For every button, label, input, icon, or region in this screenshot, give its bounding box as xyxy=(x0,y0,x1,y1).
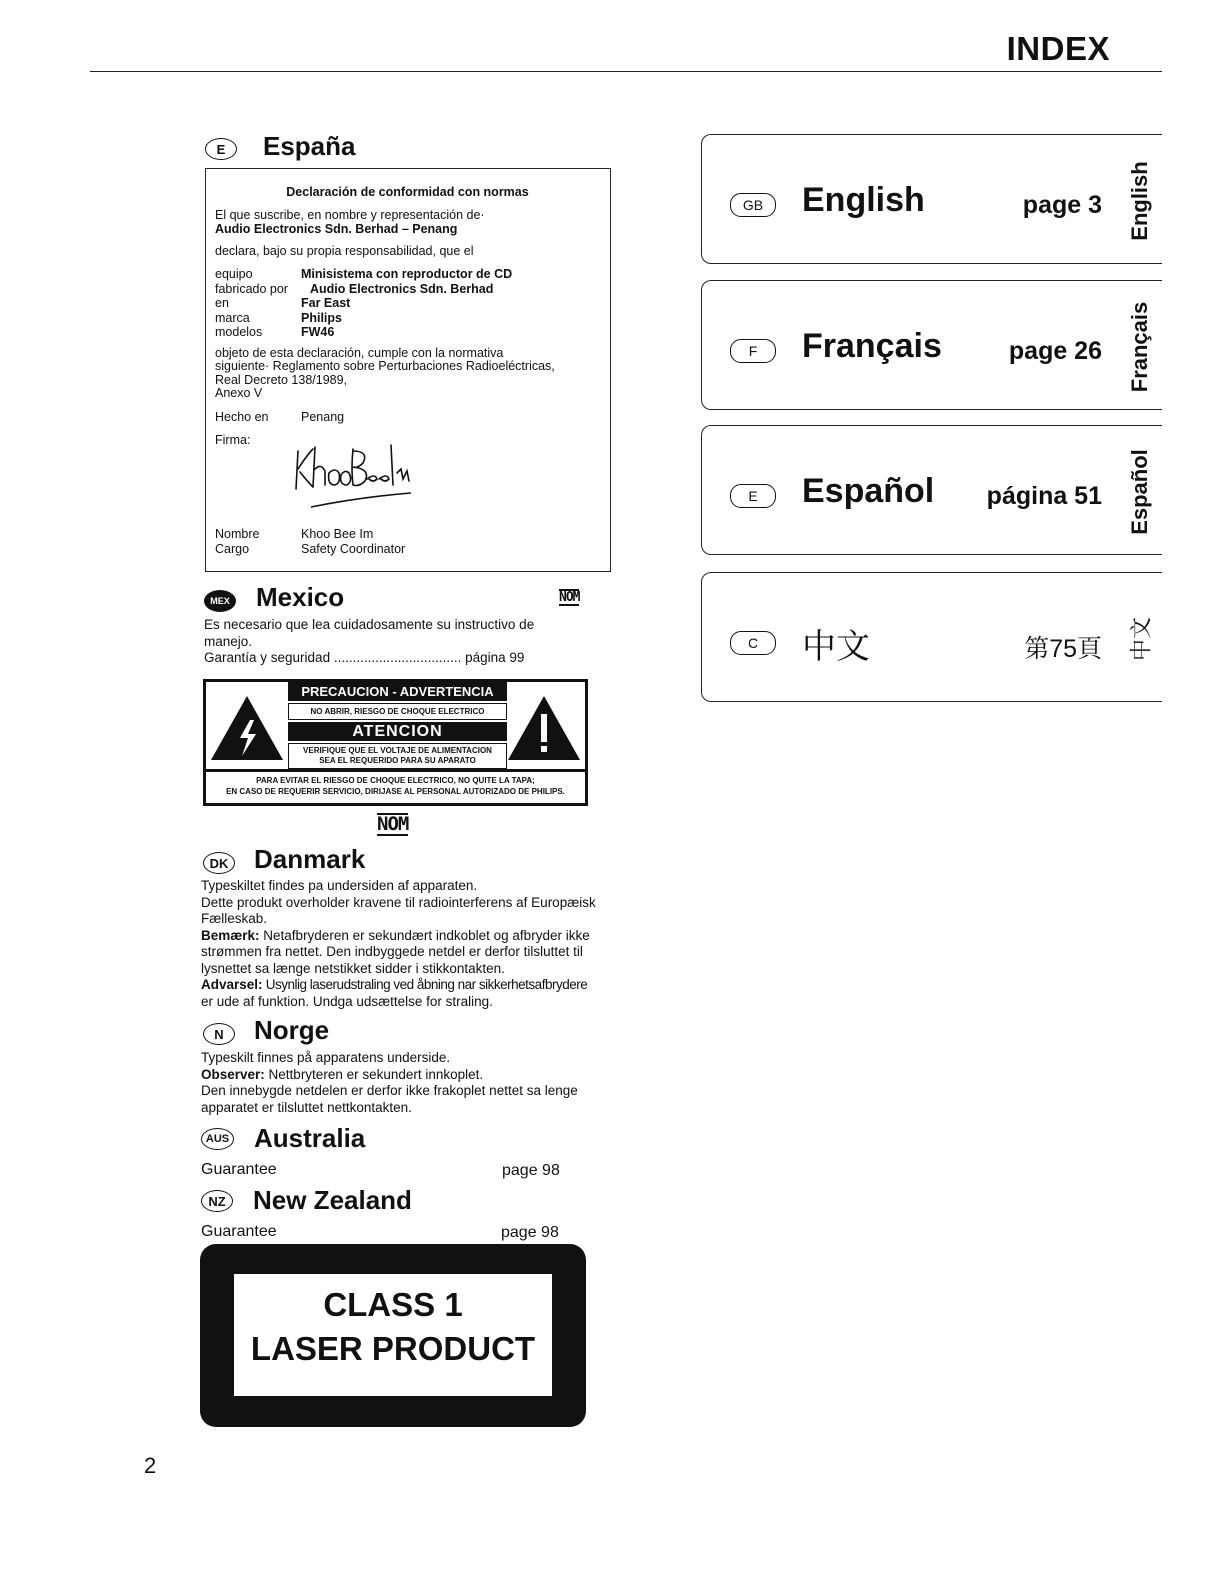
declaration-row xyxy=(215,311,600,326)
page-number: 2 xyxy=(144,1453,157,1478)
made-value: Penang xyxy=(301,409,345,424)
made-label: Hecho en xyxy=(215,409,269,424)
compliance-line: Real Decreto 138/1989, xyxy=(215,372,348,387)
newzealand-heading: New Zealand xyxy=(253,1185,412,1215)
declaration-row xyxy=(215,282,600,297)
danmark-heading: Danmark xyxy=(254,844,366,874)
norge-observer xyxy=(201,1067,641,1084)
tab-english[interactable] xyxy=(701,134,1162,264)
norge-heading: Norge xyxy=(254,1015,330,1045)
warning-bottom-line: EN CASO DE REQUERIR SERVICIO, DIRIJASE AL PERSONAL AUTORIZADO DE PHILIPS. xyxy=(226,787,565,796)
mexico-line: Es necesario que lea cuidadosamente su instructivo de xyxy=(204,617,535,632)
danmark-line: Typeskiltet findes pa undersiden af apparaten. xyxy=(201,878,478,893)
danmark-line: strømmen fra nettet. Den indbyggede netdel er derfor tilsluttet til xyxy=(201,944,583,959)
signature-image xyxy=(291,439,431,519)
mexico-text xyxy=(204,617,584,667)
australia-guarantee-label: Guarantee xyxy=(201,1161,277,1178)
name-value: Khoo Bee Im xyxy=(301,527,374,541)
warning-voltaje-line: SEA EL REQUERIDO PARA SU APARATO xyxy=(319,756,476,765)
tab-lang-label: Español xyxy=(802,472,935,510)
declaration-rows xyxy=(215,267,600,340)
warning-no-abrir: NO ABRIR, RIESGO DE CHOQUE ELECTRICO xyxy=(288,703,507,720)
danmark-line: Fælleskab. xyxy=(201,911,268,926)
mexico-heading: Mexico xyxy=(256,582,345,612)
tab-lang-label: 中文 xyxy=(802,628,870,666)
country-badge-mex: MEX xyxy=(204,590,236,612)
country-badge-n: N xyxy=(203,1023,235,1045)
norge-text xyxy=(201,1050,641,1116)
australia-guarantee-page: page 98 xyxy=(502,1162,560,1179)
newzealand-guarantee-page: page 98 xyxy=(501,1224,559,1241)
tab-espanol[interactable] xyxy=(701,425,1162,555)
laser-line-class: CLASS 1 xyxy=(323,1286,463,1323)
compliance-line: Anexo V xyxy=(215,386,263,400)
observer-label: Observer: xyxy=(201,1066,265,1082)
nom-mark: NOM xyxy=(559,590,580,605)
row-value: Audio Electronics Sdn. Berhad xyxy=(310,281,494,296)
newzealand-guarantee-label: Guarantee xyxy=(201,1223,277,1240)
country-badge-nz: NZ xyxy=(201,1190,233,1212)
warning-bar-atencion: ATENCION xyxy=(288,722,507,741)
row-value: Far East xyxy=(301,296,351,310)
bemaerk-text: Netafbryderen er sekundært indkoblet og afbryder ikke xyxy=(259,927,590,943)
row-label: fabricado por xyxy=(215,281,288,296)
declaration-row xyxy=(215,267,600,282)
warning-center xyxy=(288,682,507,769)
exclamation-mark-icon xyxy=(537,712,551,756)
compliance-line: objeto de esta declaración, cumple con la normativa xyxy=(215,345,504,360)
header-divider xyxy=(90,71,1162,72)
signature-label: Firma: xyxy=(215,433,251,447)
observer-text: Nettbryteren er sekundert innkoplet. xyxy=(264,1066,484,1082)
country-badge-dk: DK xyxy=(203,852,235,874)
tab-page-ref: 第75頁 xyxy=(1024,635,1102,663)
tab-side-label xyxy=(1124,301,1156,393)
mexico-guarantee: Garantía y seguridad .................................. página 99 xyxy=(204,650,525,665)
tab-francais[interactable] xyxy=(701,280,1162,410)
declaration-company: Audio Electronics Sdn. Berhad – Penang xyxy=(215,222,458,236)
bemaerk-label: Bemærk: xyxy=(201,927,260,943)
australia-heading: Australia xyxy=(254,1123,366,1153)
mexico-line: manejo. xyxy=(204,633,253,649)
declaration-text: declara, bajo su propia responsabilidad, que el xyxy=(215,243,474,258)
declaration-heading: Declaración de conformidad con normas xyxy=(286,185,529,199)
declaration-made-in xyxy=(215,410,600,425)
page-title: INDEX xyxy=(1006,30,1110,67)
row-value: Minisistema con reproductor de CD xyxy=(301,267,513,281)
tab-lang-label: Français xyxy=(802,327,942,365)
row-label: marca xyxy=(215,310,250,325)
tab-side-text: Español xyxy=(1127,449,1152,535)
lang-badge-gb: GB xyxy=(730,193,776,217)
tab-side-label xyxy=(1124,160,1156,242)
warning-bar-precaucion: PRECAUCION - ADVERTENCIA xyxy=(288,682,507,701)
lang-badge-e: E xyxy=(730,484,776,508)
tab-page-ref: page 26 xyxy=(1008,337,1102,365)
tab-lang-label: English xyxy=(802,181,925,219)
row-value: Philips xyxy=(301,310,342,325)
declaration-box xyxy=(205,168,611,572)
lightning-bolt-icon xyxy=(232,718,262,758)
tab-page-ref: página 51 xyxy=(986,482,1102,510)
tab-side-label xyxy=(1124,598,1156,680)
danmark-bemaerk xyxy=(201,928,641,945)
nom-mark-large: NOM xyxy=(377,813,409,835)
tab-side-text: English xyxy=(1127,161,1152,241)
role-value: Safety Coordinator xyxy=(301,542,406,556)
electrical-warning-label xyxy=(203,679,588,806)
tab-page-ref: page 3 xyxy=(1022,191,1102,219)
espana-heading: España xyxy=(263,131,356,161)
declaration-role xyxy=(215,542,405,557)
country-badge-e: E xyxy=(205,138,237,160)
danmark-text xyxy=(201,878,641,1010)
row-label: en xyxy=(215,296,229,310)
danmark-advarsel xyxy=(201,977,641,994)
norge-line: Den innebygde netdelen er derfor ikke frakoplet nettet sa lenge xyxy=(201,1083,578,1098)
laser-class-label xyxy=(200,1244,586,1427)
norge-line: apparatet er tilsluttet nettkontakten. xyxy=(201,1099,412,1115)
warning-bottom-line: PARA EVITAR EL RIESGO DE CHOQUE ELECTRICO, NO QUITE LA TAPA; xyxy=(256,776,535,785)
role-label: Cargo xyxy=(215,542,250,556)
row-label: modelos xyxy=(215,325,263,339)
declaration-compliance xyxy=(215,347,600,401)
name-label: Nombre xyxy=(215,527,260,541)
warning-voltaje xyxy=(288,743,507,769)
declaration-name xyxy=(215,527,373,542)
row-value: FW46 xyxy=(301,325,335,339)
laser-label-inner xyxy=(234,1274,552,1396)
warning-voltaje-line: VERIFIQUE QUE EL VOLTAJE DE ALIMENTACION xyxy=(303,746,492,755)
lang-badge-f: F xyxy=(730,339,776,363)
warning-bottom-text xyxy=(206,769,585,803)
danmark-line: er ude af funktion. Undga udsættelse for straling. xyxy=(201,993,493,1009)
row-label: equipo xyxy=(215,267,253,281)
declaration-text: El que suscribe, en nombre y representación de· xyxy=(215,207,485,222)
norge-line: Typeskilt finnes på apparatens underside. xyxy=(201,1050,451,1065)
danmark-line: lysnettet sa længe netstikket sidder i stikkontakten. xyxy=(201,960,505,976)
compliance-line: siguiente· Reglamento sobre Perturbaciones Radioeléctricas, xyxy=(215,359,555,373)
tab-side-text: Français xyxy=(1127,301,1152,393)
advarsel-label: Advarsel: xyxy=(201,977,263,992)
declaration-row xyxy=(215,296,600,311)
danmark-line: Dette produkt overholder kravene til radiointerferens af Europæisk xyxy=(201,894,596,910)
country-badge-aus: AUS xyxy=(201,1128,234,1150)
advarsel-text: Usynlig laserudstraling ved åbning nar sikkerhetsafbrydere xyxy=(262,977,588,992)
tab-side-text: 中文 xyxy=(1128,616,1154,662)
tab-chinese[interactable] xyxy=(701,572,1162,702)
tab-side-label xyxy=(1124,451,1156,533)
laser-line-product: LASER PRODUCT xyxy=(250,1330,536,1367)
declaration-row xyxy=(215,325,600,340)
lang-badge-c: C xyxy=(730,631,776,655)
